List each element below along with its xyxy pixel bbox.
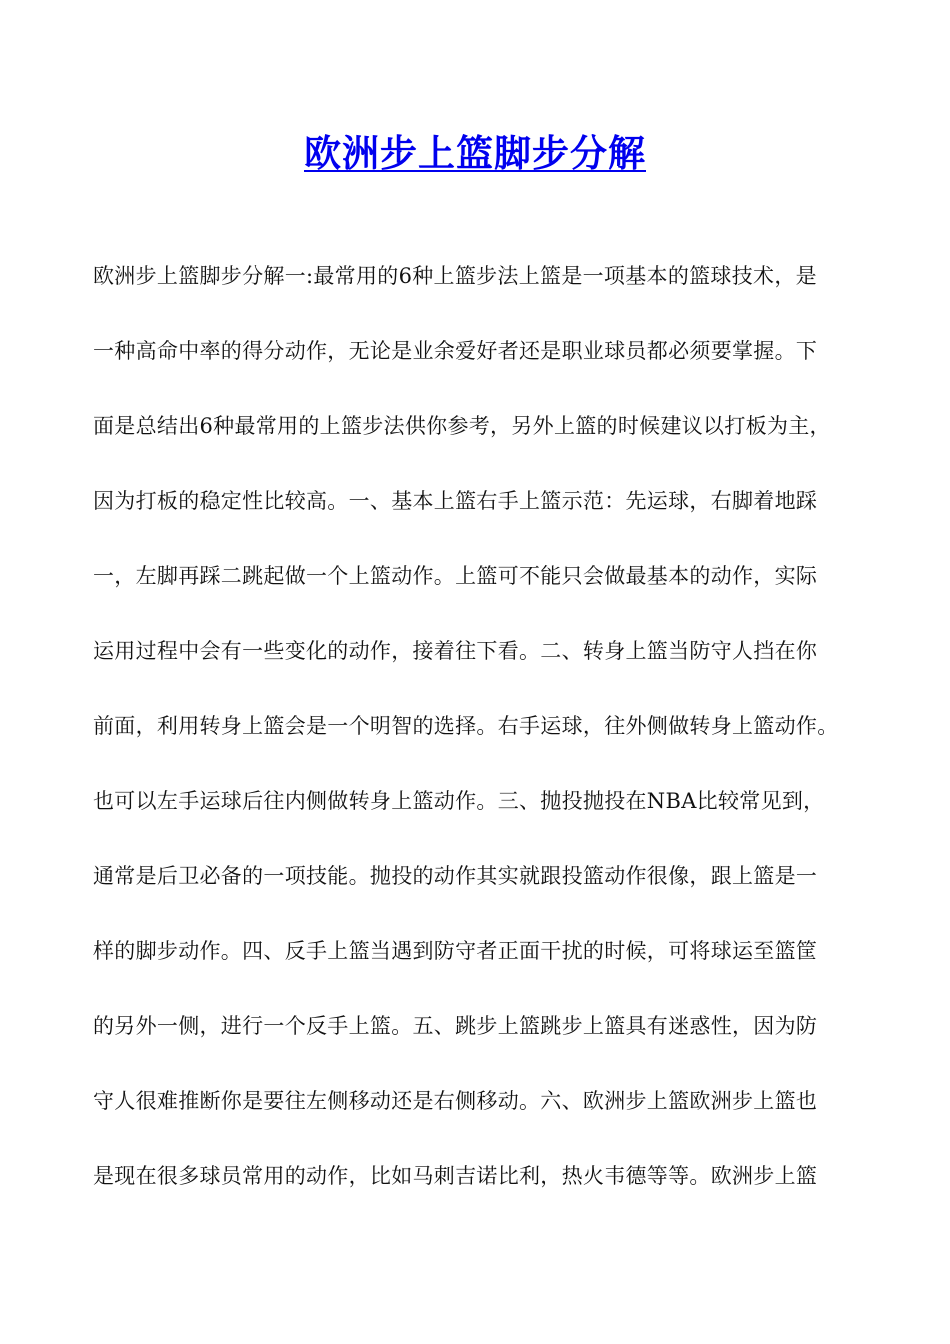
paragraph-line: 的另外一侧，进行一个反手上篮。五、跳步上篮跳步上篮具有迷惑性，因为防 — [93, 1014, 818, 1038]
paragraph-line: 前面，利用转身上篮会是一个明智的选择。右手运球，往外侧做转身上篮动作。 — [93, 714, 839, 738]
paragraph-line: 是现在很多球员常用的动作，比如马刺吉诺比利，热火韦德等等。欧洲步上篮 — [93, 1164, 818, 1188]
paragraph-line: 通常是后卫必备的一项技能。抛投的动作其实就跟投篮动作很像，跟上篮是一 — [93, 864, 818, 888]
paragraph-line: 面是总结出6种最常用的上篮步法供你参考，另外上篮的时候建议以打板为主， — [93, 414, 831, 438]
title-link[interactable]: 欧洲步上篮脚步分解 — [304, 131, 646, 175]
paragraph-line: 欧洲步上篮脚步分解一:最常用的6种上篮步法上篮是一项基本的篮球技术，是 — [93, 264, 817, 288]
document-body — [93, 254, 873, 1229]
paragraph-line: 也可以左手运球后往内侧做转身上篮动作。三、抛投抛投在NBA比较常见到， — [93, 789, 825, 813]
paragraph-line: 一，左脚再踩二跳起做一个上篮动作。上篮可不能只会做最基本的动作，实际 — [93, 564, 818, 588]
document-title — [0, 128, 950, 178]
paragraph-line: 运用过程中会有一些变化的动作，接着往下看。二、转身上篮当防守人挡在你 — [93, 639, 818, 663]
paragraph-line: 守人很难推断你是要往左侧移动还是右侧移动。六、欧洲步上篮欧洲步上篮也 — [93, 1089, 818, 1113]
paragraph-line: 样的脚步动作。四、反手上篮当遇到防守者正面干扰的时候，可将球运至篮筐 — [93, 939, 818, 963]
paragraph-line: 一种高命中率的得分动作，无论是业余爱好者还是职业球员都必须要掌握。下 — [93, 339, 818, 363]
paragraph-line: 因为打板的稳定性比较高。一、基本上篮右手上篮示范：先运球，右脚着地踩 — [93, 489, 818, 513]
